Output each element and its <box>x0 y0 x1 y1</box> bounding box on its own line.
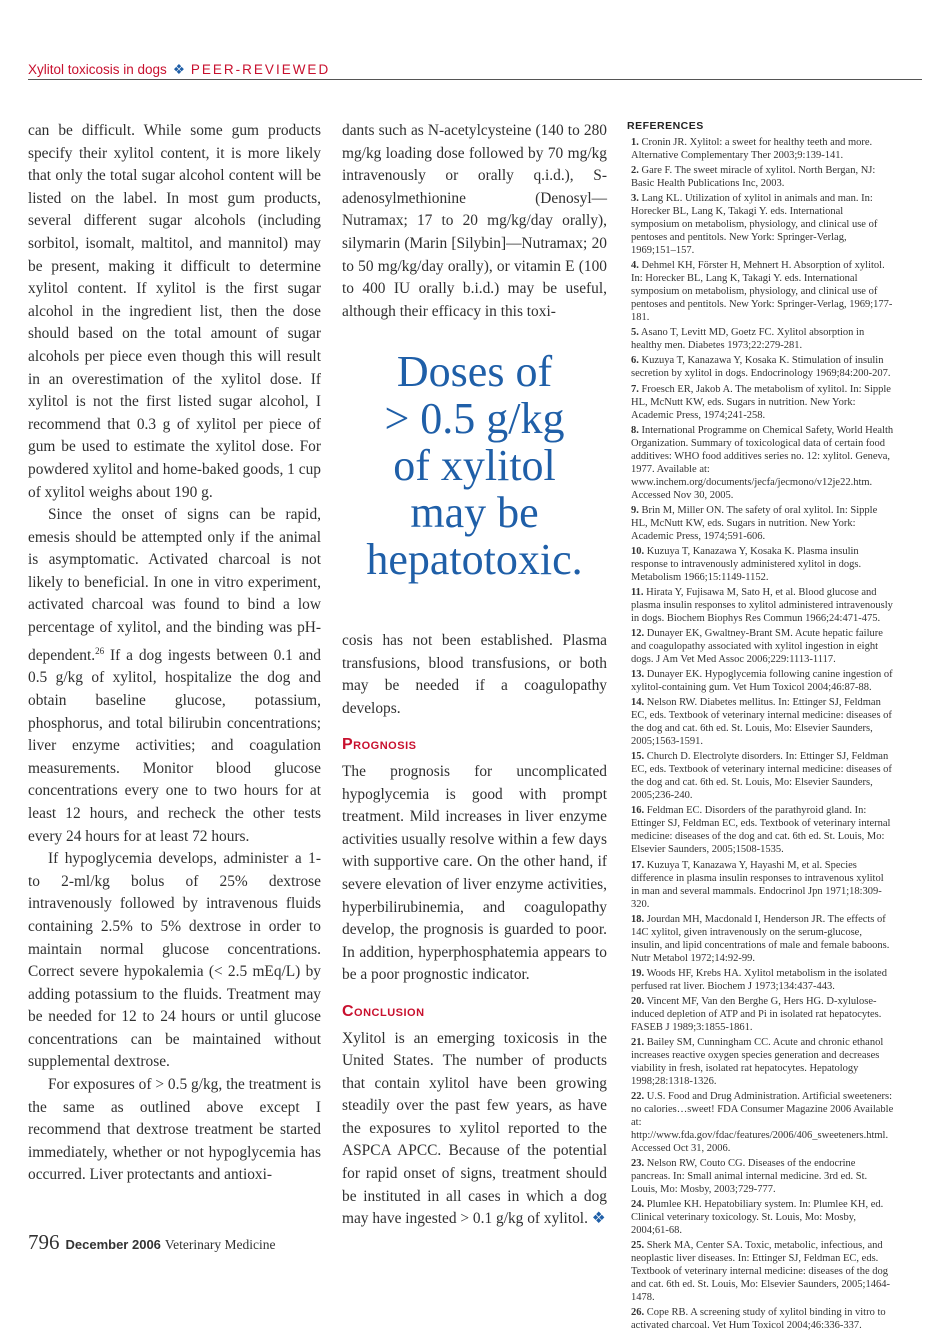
header-section: PEER-REVIEWED <box>190 62 331 77</box>
reference-number: 18. <box>631 913 645 925</box>
reference-number: 2. <box>631 165 639 177</box>
reference-number: 10. <box>631 545 645 557</box>
reference-item <box>627 1157 894 1196</box>
col1-paragraph-1: can be difficult. While some gum products specify their xylitol content, it is more likely that only the total sugar alcohol content will be listed on the label. In most gum products, several different sugar alcohols (including sorbitol, isomalt, maltitol, and mannitol) may be present, making it difficult to determine xylitol content. If xylitol is the first sugar alcohol in the ingredient list, then the dose should based on the total amount of sugar alcohols per piece even though this will result in an overestimation of the xylitol dose. If xylitol is not the first listed sugar alcohol, I recommend that 0.3 g of xylitol per piece of gum be used to estimate the xylitol dose. For powdered xylitol and home-baked goods, 1 cup of xylitol weighs about 190 g. <box>28 122 321 501</box>
column-2-bottom <box>342 630 607 1231</box>
reference-item <box>627 1239 894 1304</box>
reference-text: Nelson RW. Diabetes mellitus. In: Ettinger SJ, Feldman EC, eds. Textbook of veterinary internal medicine: diseases of the dog and cat. 6th ed. St. Louis, Mo: Elsevier Saunders, 2005;1563-1591. <box>631 697 892 748</box>
reference-item <box>627 750 894 802</box>
pull-quote-line-1: Doses of <box>396 347 553 396</box>
reference-text: Froesch ER, Jakob A. The metabolism of xylitol. In: Sipple HL, McNutt KW, eds. Sugars in nutrition. New York: Academic Press, 1974;241-258. <box>631 383 891 421</box>
reference-text: Vincent MF, Van den Berghe G, Hers HG. D-xylulose-induced depletion of ATP and Pi in isolated rat hepatocytes. FASEB J 1989;3:1855-1861. <box>631 995 882 1033</box>
reference-text: Kuzuya T, Kanazawa Y, Kosaka K. Stimulation of insulin secretion by xylitol in dogs. Endocrinology 1969;84:200-207. <box>631 355 891 380</box>
reference-number: 21. <box>631 1036 645 1048</box>
reference-number: 4. <box>631 260 639 272</box>
reference-text: International Programme on Chemical Safety, World Health Organization. Summary of toxicological data of certain food additives: WHO food additives series no. 12: xylitol. Geneva, 1977. Available at: www.inchem.org/documents/jecfa/jecmono/v12je22.htm. Accessed Nov 30, 2005. <box>631 424 894 501</box>
prognosis-heading: Prognosis <box>342 736 417 754</box>
reference-text: Nelson RW, Couto CG. Diseases of the endocrine pancreas. In: Small animal internal medicine. 3rd ed. St. Louis, Mo: Mosby, 2003;729-777. <box>631 1158 868 1196</box>
reference-item <box>627 1090 894 1155</box>
reference-number: 5. <box>631 327 639 339</box>
reference-text: Church D. Electrolyte disorders. In: Ettinger SJ, Feldman EC, eds. Textbook of veterinary internal medicine: diseases of the dog and cat. 6th ed. St. Louis, Mo: Elsevier Saunders, 2005;236-240. <box>631 751 892 802</box>
reference-number: 24. <box>631 1199 645 1211</box>
col1-paragraph-3: If hypoglycemia develops, administer a 1- to 2-ml/kg bolus of 25% dextrose intravenously followed by intravenous fluids containing 2.5% to 5% dextrose in order to maintain normal glucose concentrations. Correct severe hypokalemia (< 2.5 mEq/L) by adding potassium to the fluids. Treatment may be needed for 12 to 24 hours or until glucose concentrations can be maintained without supplemental dextrose. <box>28 850 321 1071</box>
reference-text: Bailey SM, Cunningham CC. Acute and chronic ethanol increases reactive oxygen species generation and decreases viability in fresh, isolated rat hepatocytes. Hepatology 1998;28:1318-1326. <box>631 1036 884 1087</box>
reference-text: Plumlee KH. Hepatobiliary system. In: Plumlee KH, ed. Clinical veterinary toxicology. St. Louis, Mo: Mosby, 2004;61-68. <box>631 1199 884 1237</box>
reference-item <box>627 424 894 502</box>
reference-item <box>627 164 894 190</box>
reference-item <box>627 1306 894 1332</box>
reference-number: 13. <box>631 669 645 681</box>
reference-number: 25. <box>631 1240 645 1252</box>
reference-text: Gare F. The sweet miracle of xylitol. North Bergan, NJ: Basic Health Publications Inc, 2003. <box>631 165 876 190</box>
reference-text: Brin M, Miller ON. The safety of oral xylitol. In: Sipple HL, McNutt KW, eds. Sugars in nutrition. New York: Academic Press, 1974;591-606. <box>631 504 878 542</box>
end-mark-icon: ❖ <box>591 1210 606 1228</box>
page-footer <box>28 1230 275 1255</box>
reference-text: Sherk MA, Center SA. Toxic, metabolic, infectious, and neoplastic liver diseases. In: Ettinger SJ, Feldman EC, eds. Textbook of veterinary internal medicine: diseases of the dog and cat. 6th ed. St. Louis, Mo: Elsevier Saunders, 2005;1464-1478. <box>631 1240 890 1304</box>
conclusion-paragraph <box>342 1028 607 1231</box>
reference-number: 6. <box>631 355 639 367</box>
col1-paragraph-2-text-a: Since the onset of signs can be rapid, emesis should be attempted only if the animal is asymptomatic. Activated charcoal is not likely to beneficial. In one in vitro experiment, activated charcoal was found to bind a low percentage of xylitol, and the binding was pH-dependent. <box>28 506 321 664</box>
pull-quote-line-4: may be <box>410 488 539 537</box>
references-heading: REFERENCES <box>627 120 704 132</box>
reference-item <box>627 668 894 694</box>
reference-item <box>627 586 894 625</box>
reference-item <box>627 545 894 584</box>
reference-text: Dunayer EK. Hypoglycemia following canine ingestion of xylitol-containing gum. Vet Hum Toxicol 2004;46:87-88. <box>631 669 893 694</box>
reference-number: 8. <box>631 424 639 436</box>
reference-text: Hirata Y, Fujisawa M, Sato H, et al. Blood glucose and plasma insulin responses to xylitol administered intravenously in dogs. Biochem Biophys Res Commun 1966;24:471-475. <box>631 586 893 624</box>
reference-number: 1. <box>631 137 639 148</box>
magazine-name: Veterinary Medicine <box>164 1237 276 1252</box>
prognosis-paragraph: The prognosis for uncomplicated hypoglycemia is good with prompt treatment. Mild increases in liver enzyme activities usually resolve within a few days with supportive care. On the other hand, if severe elevation of liver enzyme activities, hyperbilirubinemia, and coagulopathy develop, the prognosis is guarded to poor. In addition, hyperphosphatemia appears to be a poor prognostic indicator. <box>342 762 607 984</box>
issue-date: December 2006 <box>65 1237 161 1252</box>
reference-item <box>627 1036 894 1088</box>
reference-text: Lang KL. Utilization of xylitol in animals and man. In: Horecker BL, Lang K, Takagi Y. eds. International symposium on metabolism, physiology, and clinical use of pentoses and pentitols. New York: Springer-Verlag, 1969;151–157. <box>631 193 878 257</box>
col1-paragraph-4: For exposures of > 0.5 g/kg, the treatment is the same as outlined above except I recommend that dextrose treatment be started immediately, whether or not hypoglycemia has occurred. Liver protectants and antioxi- <box>28 1076 321 1184</box>
reference-number: 14. <box>631 697 645 709</box>
column-2-top <box>342 120 607 323</box>
reference-number: 16. <box>631 805 645 817</box>
header-title: Xylitol toxicosis in dogs <box>28 62 167 77</box>
citation-superscript: 26 <box>95 645 105 656</box>
reference-item <box>627 192 894 257</box>
reference-item <box>627 913 894 965</box>
reference-number: 11. <box>631 586 644 598</box>
col1-paragraph-2-text-b: If a dog ingests between 0.1 and 0.5 g/kg of xylitol, hospitalize the dog and obtain baseline glucose, potassium, phosphorus, and total bilirubin concentrations; liver enzyme activities; and coagulation measurements. Monitor blood glucose concentrations every one to two hours for at least 12 hours, and recheck the other tests every 24 hours for at least 72 hours. <box>28 646 321 845</box>
reference-item <box>627 354 894 380</box>
pull-quote-line-5: hepatotoxic. <box>366 535 583 584</box>
column-1 <box>28 120 321 1187</box>
reference-item <box>627 1198 894 1237</box>
reference-text: Jourdan MH, Macdonald I, Henderson JR. The effects of 14C xylitol, given intravenously on the serum-glucose, insulin, and lipid concentrations of male and female baboons. Nutr Metabol 1972;14:92-99. <box>631 913 890 964</box>
col2-paragraph-2: cosis has not been established. Plasma transfusions, blood transfusions, or both may be needed if a coagulopathy develops. <box>342 632 607 717</box>
reference-item <box>627 383 894 422</box>
reference-text: U.S. Food and Drug Administration. Artificial sweeteners: no calories…sweet! FDA Consumer Magazine 2006 Available at: http://www.fda.gov/fdac/features/2006/406_sweeteners.html. Accessed Oct 31, 2006. <box>631 1090 894 1154</box>
reference-text: Kuzuya T, Kanazawa Y, Kosaka K. Plasma insulin response to intravenously administered xylitol in dogs. Metabolism 1966;15:1149-1152. <box>631 545 862 583</box>
reference-item <box>627 326 894 352</box>
reference-item <box>627 696 894 748</box>
pull-quote <box>342 348 607 583</box>
reference-number: 26. <box>631 1307 645 1319</box>
reference-item <box>627 136 894 162</box>
reference-number: 19. <box>631 967 645 979</box>
pull-quote-line-2: > 0.5 g/kg <box>384 394 565 443</box>
reference-text: Cronin JR. Xylitol: a sweet for healthy teeth and more. Alternative Complementary Ther 2003;9:139-141. <box>631 137 873 161</box>
reference-item <box>627 804 894 856</box>
reference-item <box>627 627 894 666</box>
reference-number: 15. <box>631 751 645 763</box>
reference-text: Dunayer EK, Gwaltney-Brant SM. Acute hepatic failure and coagulopathy associated with xylitol ingestion in eight dogs. J Am Vet Med Assoc 2006;229:1113-1117. <box>631 628 883 666</box>
reference-number: 20. <box>631 995 645 1007</box>
reference-text: Dehmel KH, Förster H, Mehnert H. Absorption of xylitol. In: Horecker BL, Lang K, Takagi Y. eds. International symposium on metabolism, physiology, and clinical use of pentoses and pentitols. New York: Springer-Verlag, 1969;177-181. <box>631 260 893 324</box>
page-number: 796 <box>28 1230 60 1254</box>
reference-text: Asano T, Levitt MD, Goetz FC. Xylitol absorption in healthy men. Diabetes 1973;22:279-281. <box>631 327 865 352</box>
running-header <box>28 62 330 78</box>
reference-number: 23. <box>631 1158 645 1170</box>
reference-item <box>627 259 894 324</box>
reference-number: 17. <box>631 859 645 871</box>
references-list <box>627 136 894 1332</box>
reference-text: Woods HF, Krebs HA. Xylitol metabolism in the isolated perfused rat liver. Biochem J 1973;134:437-443. <box>631 967 887 992</box>
references-column <box>627 120 894 1334</box>
col2-paragraph-1: dants such as N-acetylcysteine (140 to 280 mg/kg loading dose followed by 70 mg/kg intravenously or orally q.i.d.), S-adenosylmethionine (Denosyl—Nutramax; 17 to 20 mg/kg/day orally), silymarin (Marin [Silybin]—Nutramax; 20 to 50 mg/kg/day orally), or vitamin E (100 to 400 IU orally b.i.d.) may be useful, although their efficacy in this toxi- <box>342 122 607 320</box>
reference-item <box>627 967 894 993</box>
pull-quote-line-3: of xylitol <box>393 441 556 490</box>
reference-text: Cope RB. A screening study of xylitol binding in vitro to activated charcoal. Vet Hum Toxicol 2004;46:336-337. <box>631 1307 886 1332</box>
conclusion-heading: Conclusion <box>342 1002 425 1020</box>
reference-number: 22. <box>631 1090 645 1102</box>
reference-text: Kuzuya T, Kanazawa Y, Hayashi M, et al. Species difference in plasma insulin responses to intravenous xylitol in man and several mammals. Endocrinol Jpn 1971;18:309-320. <box>631 859 884 910</box>
diamond-icon: ❖ <box>172 62 185 77</box>
reference-number: 12. <box>631 628 645 640</box>
reference-number: 3. <box>631 193 639 205</box>
col1-paragraph-2 <box>28 504 321 848</box>
reference-item <box>627 859 894 911</box>
reference-item <box>627 504 894 543</box>
header-rule <box>28 79 922 80</box>
reference-number: 9. <box>631 504 639 516</box>
reference-number: 7. <box>631 383 639 395</box>
conclusion-text: Xylitol is an emerging toxicosis in the United States. The number of products that contain xylitol have been growing steadily over the past few years, as have the exposures to xylitol reported to the ASPCA APCC. Because of the potential for rapid onset of signs, treatment should be instituted in all cases in which a dog may have ingested > 0.1 g/kg of xylitol. <box>342 1029 607 1228</box>
reference-text: Feldman EC. Disorders of the parathyroid gland. In: Ettinger SJ, Feldman EC, eds. Textbook of veterinary internal medicine: diseases of the dog and cat. 6th ed. St. Louis, Mo: Elsevier Saunders, 2005;1508-1535. <box>631 805 891 856</box>
reference-item <box>627 995 894 1034</box>
